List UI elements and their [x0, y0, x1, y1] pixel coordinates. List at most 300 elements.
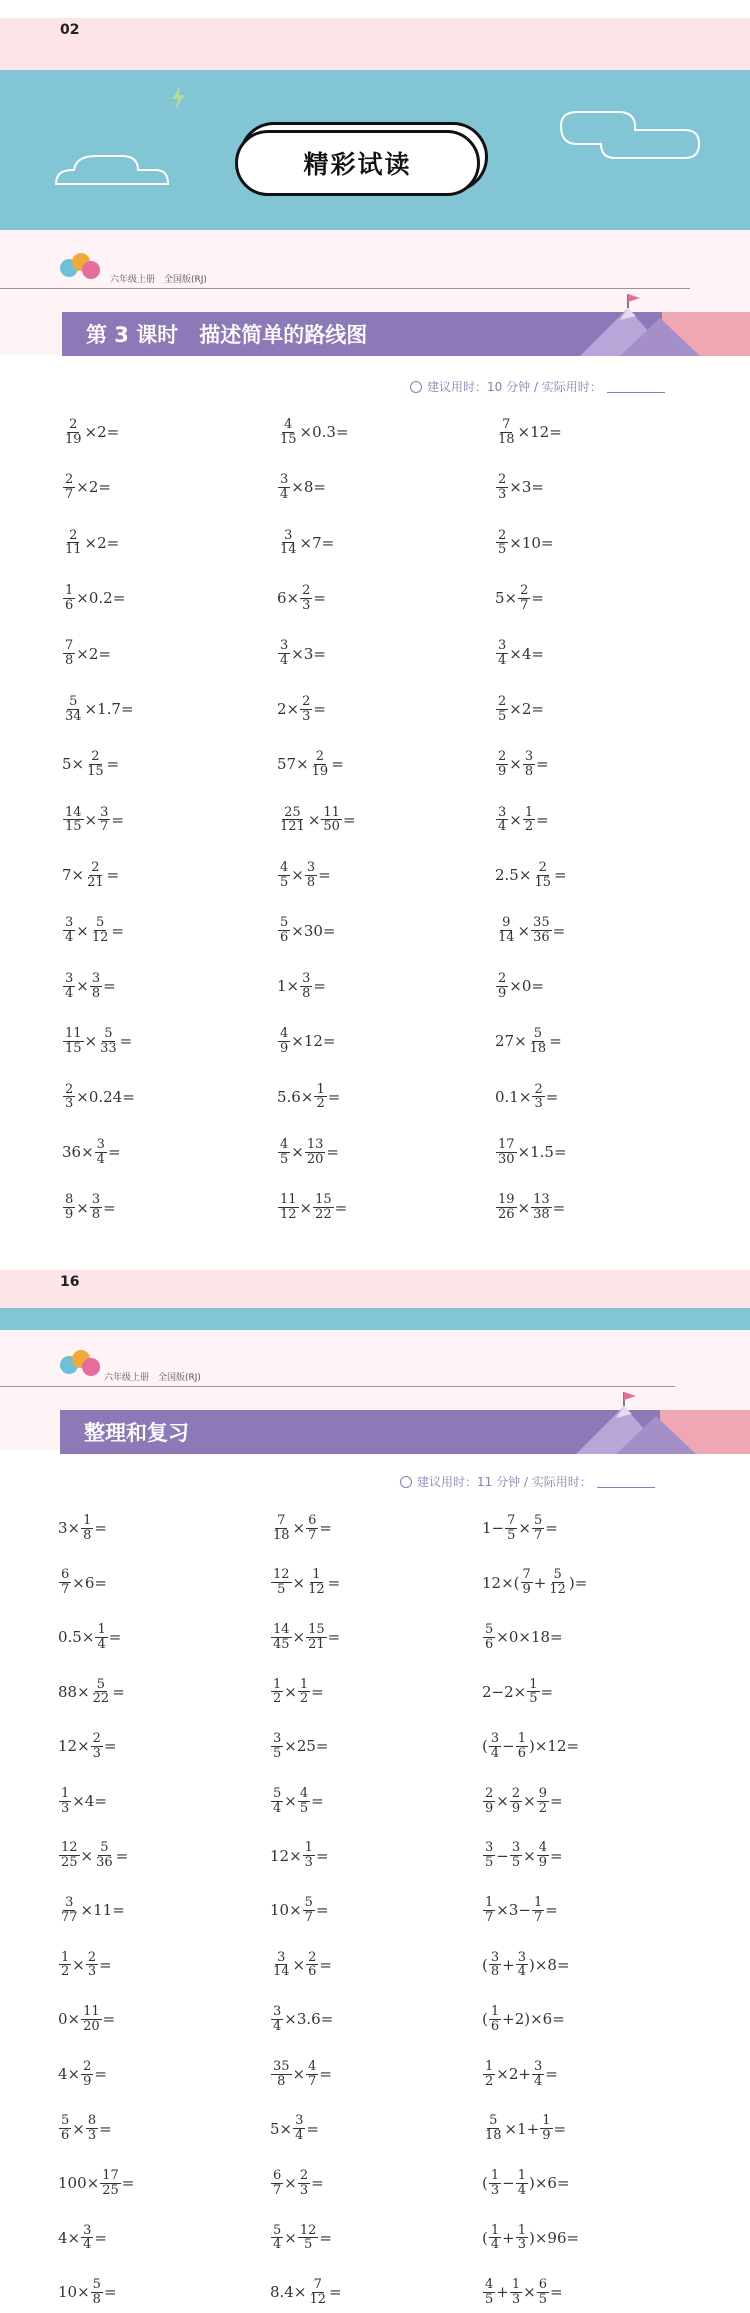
clock-icon [410, 381, 422, 393]
numerator: 3 [524, 749, 534, 765]
fraction [496, 639, 508, 667]
denominator: 8 [91, 1207, 101, 1223]
denominator: 6 [61, 2128, 70, 2144]
problem [482, 2054, 558, 2094]
operator-text: ×2= [84, 533, 120, 552]
operator-text: 5× [62, 755, 85, 774]
problem [62, 855, 119, 895]
operator-text: × [496, 1792, 509, 1810]
fraction [86, 2114, 98, 2142]
denominator: 2 [273, 1691, 282, 1707]
lesson-title: 第 3 课时 描述简单的路线图 [62, 312, 662, 356]
denominator: 8 [65, 653, 74, 669]
operator-text: ×1.7= [84, 700, 134, 718]
denominator: 6 [280, 930, 289, 946]
operator-text: = [326, 1143, 339, 1162]
numerator: 5 [533, 1026, 543, 1042]
fraction [527, 1678, 539, 1706]
operator-text: = [112, 1682, 125, 1701]
page2-number: 16 [60, 1274, 80, 1290]
numerator: 1 [517, 2222, 526, 2238]
numerator: 5 [485, 1622, 494, 1638]
fraction [278, 473, 290, 501]
operator-text: × [76, 921, 89, 940]
numerator: 3 [280, 638, 289, 654]
fraction [271, 1732, 283, 1760]
fraction [59, 2114, 71, 2142]
operator-text: = [328, 2283, 342, 2302]
fraction [298, 2224, 319, 2252]
denominator: 77 [61, 1909, 78, 1925]
fraction [306, 1514, 318, 1542]
problem [482, 1726, 579, 1766]
fraction [531, 1193, 552, 1221]
denominator: 3 [511, 2291, 521, 2307]
clock-icon-2 [400, 1476, 412, 1488]
numerator: 3 [498, 804, 507, 820]
operator-text: ×3− [496, 1901, 531, 1920]
numerator: 11 [65, 1026, 82, 1042]
operator-text: = [545, 1087, 559, 1106]
numerator: 8 [87, 2113, 97, 2129]
numerator: 3 [83, 2222, 92, 2238]
numerator: 2 [538, 860, 547, 876]
numerator: 1 [312, 1567, 321, 1583]
operator-text: 0× [58, 2010, 81, 2029]
operator-text: 3× [58, 1519, 81, 1537]
numerator: 3 [490, 1949, 500, 1965]
numerator: 1 [97, 1622, 106, 1638]
numerator: 11 [280, 1192, 297, 1208]
fraction [90, 972, 102, 1000]
numerator: 1 [83, 1512, 92, 1528]
problem [482, 1999, 565, 2039]
denominator: 12 [549, 1582, 566, 1598]
problem [495, 1132, 567, 1172]
numerator: 2 [485, 1785, 494, 1801]
fraction [521, 1568, 533, 1596]
denominator: 12 [308, 1582, 325, 1598]
problem [58, 1508, 107, 1548]
fraction [59, 1787, 71, 1815]
operator-text: ( [482, 1955, 488, 1974]
problem [277, 412, 349, 452]
operator-text: 0.5× [58, 1628, 95, 1647]
problem [482, 1890, 558, 1930]
fraction [305, 1138, 326, 1166]
fraction [95, 1623, 107, 1651]
problem [495, 1077, 558, 1117]
numerator: 17 [498, 1137, 515, 1153]
fraction [306, 1568, 327, 1596]
operator-text: × [299, 1198, 313, 1217]
operator-text: ( [482, 2174, 488, 2193]
operator-text: × [307, 810, 321, 829]
denominator: 20 [83, 2018, 100, 2034]
fraction [86, 1951, 98, 1979]
fraction [271, 1951, 292, 1979]
fraction [81, 2224, 93, 2252]
numerator: 4 [284, 416, 293, 432]
problem [62, 744, 119, 784]
numerator: 3 [490, 1731, 500, 1747]
denominator: 5 [538, 2291, 547, 2307]
fraction [81, 2005, 102, 2033]
problem [277, 1132, 339, 1172]
numerator: 3 [91, 970, 101, 986]
numerator: 1 [490, 2168, 500, 2184]
problem [495, 744, 549, 784]
numerator: 25 [284, 804, 301, 820]
denominator: 8 [277, 2073, 286, 2089]
operator-text: = [545, 2065, 558, 2083]
fraction [98, 1027, 119, 1055]
operator-text: 5.6× [277, 1087, 314, 1106]
denominator: 20 [306, 1151, 324, 1167]
operator-text: = [331, 755, 344, 774]
numerator: 4 [299, 1785, 309, 1801]
operator-text: = [545, 1901, 558, 1920]
denominator: 3 [87, 1964, 97, 1980]
denominator: 8 [306, 874, 316, 890]
time-suggestion [410, 378, 665, 395]
numerator: 5 [489, 2113, 498, 2129]
operator-text: = [553, 2119, 567, 2138]
fraction [271, 2169, 283, 2197]
fraction [505, 1514, 517, 1542]
numerator: 2 [69, 416, 78, 432]
denominator: 2 [524, 819, 534, 835]
denominator: 7 [308, 2073, 317, 2089]
operator-text: = [103, 977, 116, 995]
denominator: 18 [529, 1040, 547, 1056]
operator-text: = [550, 2283, 563, 2302]
operator-text: ×0.24= [76, 1087, 135, 1106]
operator-text: ×4= [72, 1792, 107, 1810]
fraction [306, 1623, 327, 1651]
denominator: 5 [485, 2291, 494, 2307]
numerator: 6 [538, 2277, 547, 2293]
numerator: 1 [524, 804, 534, 820]
fraction [303, 1896, 315, 1924]
problem [277, 744, 344, 784]
operator-text: 2.5× [495, 866, 532, 885]
denominator: 8 [490, 1964, 500, 1980]
operator-text: ( [482, 2010, 488, 2029]
operator-text: = [313, 977, 326, 995]
problem [58, 1563, 107, 1603]
fraction [278, 1027, 290, 1055]
book-info: 六年级上册 全国版(RJ) [110, 275, 207, 285]
numerator: 2 [534, 1081, 543, 1097]
numerator: 2 [65, 1081, 74, 1097]
operator-text: 10× [270, 1901, 302, 1920]
operator-text: 12×( [482, 1573, 520, 1592]
numerator: 14 [65, 804, 82, 820]
problem [58, 2109, 112, 2149]
operator-text: × [509, 755, 522, 774]
numerator: 3 [100, 804, 109, 820]
denominator: 3 [87, 2128, 97, 2144]
denominator: 8 [83, 1527, 92, 1543]
denominator: 5 [277, 1582, 286, 1598]
numerator: 1 [517, 1731, 526, 1747]
numerator: 2 [65, 472, 74, 488]
operator-text: 12× [58, 1737, 90, 1756]
numerator: 13 [533, 1192, 550, 1208]
denominator: 6 [308, 1964, 317, 1980]
problem [62, 966, 116, 1006]
fraction [278, 1193, 299, 1221]
operator-text: 4× [58, 2065, 81, 2083]
problem [58, 1999, 115, 2039]
operator-text: 2× [277, 700, 300, 718]
problem [277, 523, 334, 563]
numerator: 5 [100, 1840, 109, 1856]
time-blank [607, 381, 665, 393]
operator-text: ×3= [291, 644, 326, 663]
operator-text: + [502, 1955, 515, 1974]
denominator: 15 [87, 763, 104, 779]
problem [62, 1132, 121, 1172]
numerator: 17 [102, 2168, 119, 2184]
denominator: 4 [295, 2128, 304, 2144]
problem [482, 1508, 558, 1548]
fraction [496, 473, 508, 501]
numerator: 1 [485, 2058, 494, 2074]
problem [62, 689, 134, 729]
problem [58, 1890, 125, 1930]
problem [62, 412, 119, 452]
operator-text: ×0.2= [76, 589, 126, 608]
operator-text: 12× [270, 1846, 302, 1865]
operator-text: )×96= [529, 2228, 580, 2247]
operator-text: 5× [270, 2119, 293, 2138]
operator-text: × [517, 1198, 531, 1217]
operator-text: × [76, 1198, 89, 1217]
numerator: 7 [313, 2277, 322, 2293]
time-blank-2 [597, 1476, 655, 1488]
numerator: 1 [490, 2222, 500, 2238]
operator-text: × [72, 2119, 85, 2138]
denominator: 9 [538, 1855, 547, 1871]
numerator: 14 [273, 1622, 290, 1638]
denominator: 50 [323, 819, 340, 835]
denominator: 18 [498, 431, 515, 447]
numerator: 7 [507, 1512, 516, 1528]
denominator: 4 [97, 1636, 106, 1652]
denominator: 6 [65, 597, 74, 613]
operator-text: × [523, 2283, 536, 2302]
numerator: 2 [302, 583, 311, 599]
fraction [100, 2169, 121, 2197]
problem [62, 578, 125, 618]
operator-text: = [99, 2119, 112, 2138]
problem [495, 966, 544, 1006]
denominator: 9 [511, 1800, 521, 1816]
fraction [306, 2060, 318, 2088]
page2-teal-strip [0, 1308, 750, 1330]
denominator: 21 [87, 874, 104, 890]
problem [482, 1945, 570, 1985]
fraction [537, 1841, 549, 1869]
numerator: 4 [280, 860, 289, 876]
operator-text: = [119, 1032, 133, 1051]
numerator: 3 [273, 2004, 282, 2020]
fraction [278, 861, 290, 889]
denominator: 26 [498, 1207, 515, 1223]
numerator: 35 [533, 915, 550, 931]
operator-text: 100× [58, 2174, 100, 2193]
problem [495, 1188, 565, 1228]
fraction [298, 2169, 310, 2197]
fraction [298, 1678, 310, 1706]
denominator: 38 [533, 1207, 550, 1223]
fraction [85, 750, 106, 778]
page1-number: 02 [60, 22, 80, 38]
numerator: 2 [308, 1949, 317, 1965]
problem [62, 800, 124, 840]
numerator: 1 [533, 1895, 543, 1911]
numerator: 12 [273, 1567, 290, 1583]
fraction [310, 750, 331, 778]
problem [277, 800, 356, 840]
denominator: 3 [517, 2237, 526, 2253]
numerator: 3 [277, 1949, 286, 1965]
preview-banner: 精彩试读 [235, 130, 480, 196]
operator-text: = [319, 2065, 332, 2083]
operator-text: ×0×18= [496, 1628, 563, 1647]
denominator: 5 [498, 708, 507, 724]
operator-text: = [545, 1519, 558, 1537]
denominator: 7 [273, 2182, 282, 2198]
denominator: 8 [92, 2291, 101, 2307]
denominator: 9 [83, 2073, 92, 2089]
operator-text: = [550, 1846, 563, 1865]
fraction [63, 639, 75, 667]
denominator: 5 [280, 1151, 289, 1167]
denominator: 9 [498, 985, 507, 1001]
problem [277, 467, 326, 507]
fraction [516, 2169, 528, 2197]
denominator: 7 [304, 1909, 313, 1925]
operator-text: = [327, 1628, 341, 1647]
cloud-left-icon [52, 140, 172, 194]
fraction [271, 2224, 283, 2252]
operator-text: = [108, 1628, 122, 1647]
operator-text: ×0.3= [299, 423, 349, 441]
numerator: 2 [498, 472, 507, 488]
operator-text: − [502, 2174, 515, 2193]
denominator: 4 [273, 1800, 282, 1816]
operator-text: 2−2× [482, 1682, 527, 1701]
operator-text: = [311, 2174, 324, 2193]
operator-text: = [342, 810, 356, 829]
fraction [95, 1138, 107, 1166]
problem [58, 1836, 128, 1876]
time-suggestion-2 [400, 1473, 655, 1490]
operator-text: = [327, 1087, 341, 1106]
denominator: 8 [91, 985, 101, 1001]
denominator: 11 [65, 542, 82, 558]
operator-text: ×3= [509, 478, 544, 497]
denominator: 7 [61, 1582, 70, 1598]
numerator: 6 [273, 2168, 282, 2184]
numerator: 13 [306, 1137, 324, 1153]
fraction [489, 1732, 501, 1760]
operator-text: 4× [58, 2228, 81, 2247]
fraction [532, 2060, 544, 2088]
operator-text: )= [568, 1573, 588, 1592]
numerator: 5 [92, 2277, 101, 2293]
numerator: 3 [273, 1731, 282, 1747]
problem [270, 2163, 324, 2203]
denominator: 3 [498, 486, 507, 502]
operator-text: ×2+ [496, 2065, 531, 2083]
fraction [300, 584, 312, 612]
numerator: 2 [511, 1785, 521, 1801]
denominator: 5 [303, 2237, 313, 2253]
operator-text: = [107, 1143, 121, 1162]
denominator: 15 [280, 431, 297, 447]
fraction [271, 1568, 292, 1596]
operator-text: = [103, 1198, 116, 1217]
denominator: 4 [498, 653, 507, 669]
fraction [307, 2278, 328, 2306]
numerator: 19 [498, 1192, 515, 1208]
operator-text: = [103, 1737, 117, 1756]
fraction [271, 1514, 292, 1542]
numerator: 2 [91, 860, 100, 876]
operator-text: 88× [58, 1682, 90, 1701]
fraction [91, 2278, 103, 2306]
operator-text: = [111, 810, 124, 829]
operator-text: = [536, 810, 549, 829]
fraction [91, 1732, 103, 1760]
numerator: 3 [485, 1840, 494, 1856]
operator-text: = [531, 589, 544, 608]
operator-text: 10× [58, 2283, 90, 2302]
numerator: 7 [502, 416, 511, 432]
numerator: 7 [522, 1567, 531, 1583]
fraction [278, 1138, 290, 1166]
fraction [59, 1951, 71, 1979]
mountain-flag-icon [560, 290, 700, 360]
fraction [85, 861, 106, 889]
fraction [298, 1787, 310, 1815]
numerator: 5 [61, 2113, 70, 2129]
problem [495, 523, 554, 563]
numerator: 12 [61, 1840, 78, 1856]
numerator: 2 [520, 583, 529, 599]
lesson-title-2: 整理和复习 [60, 1410, 660, 1454]
denominator: 5 [529, 1691, 538, 1707]
operator-text: × [284, 1682, 297, 1701]
problem [58, 1617, 121, 1657]
denominator: 36 [96, 1855, 113, 1871]
numerator: 1 [299, 1676, 309, 1692]
fraction [271, 2005, 283, 2033]
operator-text: 5× [495, 589, 518, 608]
fraction [278, 639, 290, 667]
operator-text: = [552, 1198, 566, 1217]
fraction [496, 1138, 517, 1166]
problem [495, 689, 544, 729]
numerator: 11 [83, 2004, 100, 2020]
operator-text: ×11= [80, 1901, 125, 1920]
operator-text: = [94, 2065, 107, 2083]
operator-text: = [319, 2228, 332, 2247]
